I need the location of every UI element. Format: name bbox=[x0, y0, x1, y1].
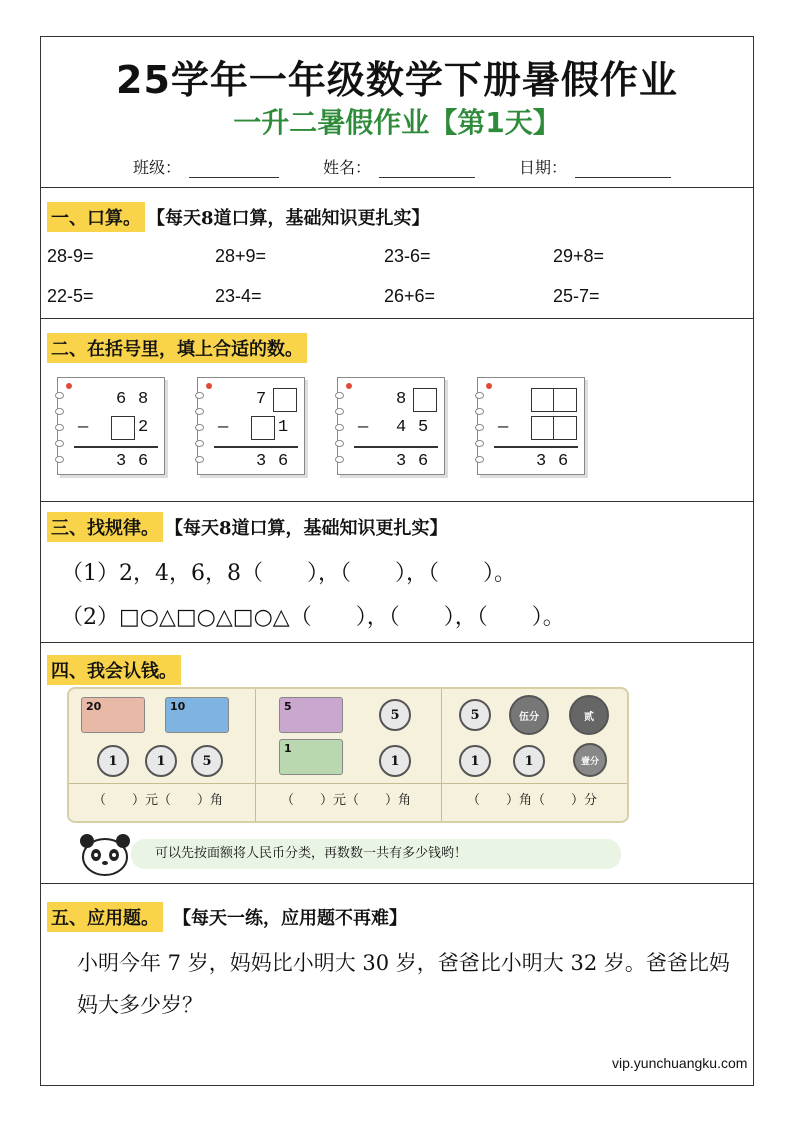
banknote-1-yuan: 1 bbox=[279, 739, 343, 775]
answer-box[interactable] bbox=[251, 416, 275, 440]
digit: 7 bbox=[256, 390, 267, 409]
banknote-10-yuan: 10 bbox=[165, 697, 229, 733]
money-answer-divider bbox=[69, 783, 627, 784]
money-answer-3: （ ）角（ ）分 bbox=[467, 793, 598, 808]
card-dot bbox=[486, 383, 492, 389]
binder-ring bbox=[195, 440, 204, 447]
binder-ring bbox=[195, 408, 204, 415]
worksheet bbox=[40, 36, 754, 1086]
binder-ring bbox=[195, 392, 204, 399]
answer-box[interactable] bbox=[413, 388, 437, 412]
answer-box[interactable] bbox=[531, 388, 555, 412]
subtraction-card bbox=[477, 377, 585, 475]
banknote-20-yuan: 20 bbox=[81, 697, 145, 733]
panda-icon bbox=[75, 831, 135, 877]
coin-5-fen: 伍分 bbox=[509, 695, 549, 735]
coin-1-jiao: 1 bbox=[513, 745, 545, 777]
banknote-5-yuan: 5 bbox=[279, 697, 343, 733]
minus-sign: — bbox=[498, 418, 509, 437]
section-4-heading-row bbox=[47, 655, 181, 685]
binder-ring bbox=[55, 456, 64, 463]
section-3-note: 【每天8道口算，基础知识更扎实】 bbox=[165, 518, 448, 539]
digit: 3 bbox=[396, 452, 407, 471]
section-3-heading: 三、找规律。 bbox=[47, 512, 163, 542]
binder-ring bbox=[335, 456, 344, 463]
section-1-heading: 一、口算。 bbox=[47, 202, 145, 232]
answer-box[interactable] bbox=[531, 416, 555, 440]
digit: 6 bbox=[558, 452, 569, 471]
binder-ring bbox=[475, 456, 484, 463]
equals-line bbox=[214, 446, 298, 448]
minus-sign: — bbox=[358, 418, 369, 437]
watermark: vip.yunchuangku.com bbox=[612, 1055, 748, 1071]
math-item: 25-7= bbox=[553, 286, 600, 306]
card-dot bbox=[206, 383, 212, 389]
digit: 3 bbox=[536, 452, 547, 471]
section-5-note: 【每天一练，应用题不再难】 bbox=[173, 908, 407, 929]
digit: 6 bbox=[418, 452, 429, 471]
section-3-heading-row bbox=[47, 512, 448, 542]
money-answer-1: （ ）元（ ）角 bbox=[93, 793, 224, 808]
money-col-divider bbox=[441, 689, 442, 821]
money-hint bbox=[131, 839, 621, 869]
date-label: 日期： bbox=[519, 158, 568, 177]
digit: 5 bbox=[418, 418, 429, 437]
section-fill-blanks bbox=[41, 318, 753, 501]
digit: 6 bbox=[138, 452, 149, 471]
subtraction-card bbox=[337, 377, 445, 475]
word-problem: 小明今年 7 岁，妈妈比小明大 30 岁，爸爸比小明大 32 岁。爸爸比妈妈大多少岁？ bbox=[77, 951, 730, 1017]
coin-1-jiao: 1 bbox=[145, 745, 177, 777]
section-2-heading-row bbox=[47, 333, 307, 363]
equals-line bbox=[74, 446, 158, 448]
math-item: 29+8= bbox=[553, 246, 605, 266]
binder-ring bbox=[475, 440, 484, 447]
class-label: 班级： bbox=[133, 158, 182, 177]
digit: 4 bbox=[396, 418, 407, 437]
name-field[interactable] bbox=[323, 155, 475, 178]
section-5-heading: 五、应用题。 bbox=[47, 902, 163, 932]
binder-ring bbox=[55, 424, 64, 431]
binder-ring bbox=[335, 408, 344, 415]
card-dot bbox=[66, 383, 72, 389]
math-item: 28+9= bbox=[215, 246, 267, 266]
binder-ring bbox=[335, 440, 344, 447]
answer-box[interactable] bbox=[553, 388, 577, 412]
subtraction-card bbox=[57, 377, 165, 475]
section-4-heading: 四、我会认钱。 bbox=[47, 655, 181, 685]
digit: 8 bbox=[138, 390, 149, 409]
digit: 6 bbox=[278, 452, 289, 471]
binder-ring bbox=[55, 440, 64, 447]
section-2-heading: 二、在括号里，填上合适的数。 bbox=[47, 333, 307, 363]
section-1-note: 【每天8道口算，基础知识更扎实】 bbox=[147, 208, 430, 229]
coin-5-jiao: 5 bbox=[459, 699, 491, 731]
digit: 1 bbox=[278, 418, 289, 437]
subtraction-card bbox=[197, 377, 305, 475]
section-patterns bbox=[41, 501, 753, 642]
coin-1-jiao: 1 bbox=[97, 745, 129, 777]
binder-ring bbox=[475, 392, 484, 399]
section-money bbox=[41, 642, 753, 883]
coin-5-jiao: 5 bbox=[379, 699, 411, 731]
math-item: 28-9= bbox=[47, 246, 94, 266]
card-dot bbox=[346, 383, 352, 389]
answer-box[interactable] bbox=[273, 388, 297, 412]
page-subtitle: 一升二暑假作业【第1天】 bbox=[233, 106, 561, 139]
date-field[interactable] bbox=[519, 155, 671, 178]
binder-ring bbox=[55, 392, 64, 399]
section-mental-math bbox=[41, 187, 753, 318]
section-5-heading-row bbox=[47, 902, 407, 932]
coin-2-fen: 贰 bbox=[569, 695, 609, 735]
minus-sign: — bbox=[218, 418, 229, 437]
binder-ring bbox=[335, 424, 344, 431]
money-answer-2: （ ）元（ ）角 bbox=[281, 793, 412, 808]
section-1-heading-row bbox=[47, 202, 430, 232]
answer-box[interactable] bbox=[111, 416, 135, 440]
digit: 2 bbox=[138, 418, 149, 437]
pattern-line-2: （2）□○△□○△□○△（ ），（ ），（ ）。 bbox=[61, 605, 565, 630]
digit: 3 bbox=[256, 452, 267, 471]
math-item: 26+6= bbox=[384, 286, 436, 306]
math-item: 23-4= bbox=[215, 286, 262, 306]
coin-1-jiao: 1 bbox=[379, 745, 411, 777]
math-item: 22-5= bbox=[47, 286, 94, 306]
digit: 8 bbox=[396, 390, 407, 409]
binder-ring bbox=[475, 408, 484, 415]
money-col-divider bbox=[255, 689, 256, 821]
binder-ring bbox=[475, 424, 484, 431]
digit: 3 bbox=[116, 452, 127, 471]
math-item: 23-6= bbox=[384, 246, 431, 266]
name-label: 姓名： bbox=[323, 158, 372, 177]
page-title: 25学年一年级数学下册暑假作业 bbox=[116, 58, 678, 102]
pattern-line-1: （1）2，4，6，8（ ），（ ），（ ）。 bbox=[61, 561, 516, 586]
class-field[interactable] bbox=[133, 155, 279, 178]
binder-ring bbox=[55, 408, 64, 415]
answer-box[interactable] bbox=[553, 416, 577, 440]
binder-ring bbox=[335, 392, 344, 399]
equals-line bbox=[354, 446, 438, 448]
digit: 6 bbox=[116, 390, 127, 409]
coin-5-jiao: 5 bbox=[191, 745, 223, 777]
coin-1-fen: 壹分 bbox=[573, 743, 607, 777]
minus-sign: — bbox=[78, 418, 89, 437]
binder-ring bbox=[195, 456, 204, 463]
money-panel bbox=[67, 687, 629, 823]
coin-1-jiao: 1 bbox=[459, 745, 491, 777]
binder-ring bbox=[195, 424, 204, 431]
money-hint-text: 可以先按面额将人民币分类，再数数一共有多少钱哟！ bbox=[155, 846, 468, 861]
equals-line bbox=[494, 446, 578, 448]
